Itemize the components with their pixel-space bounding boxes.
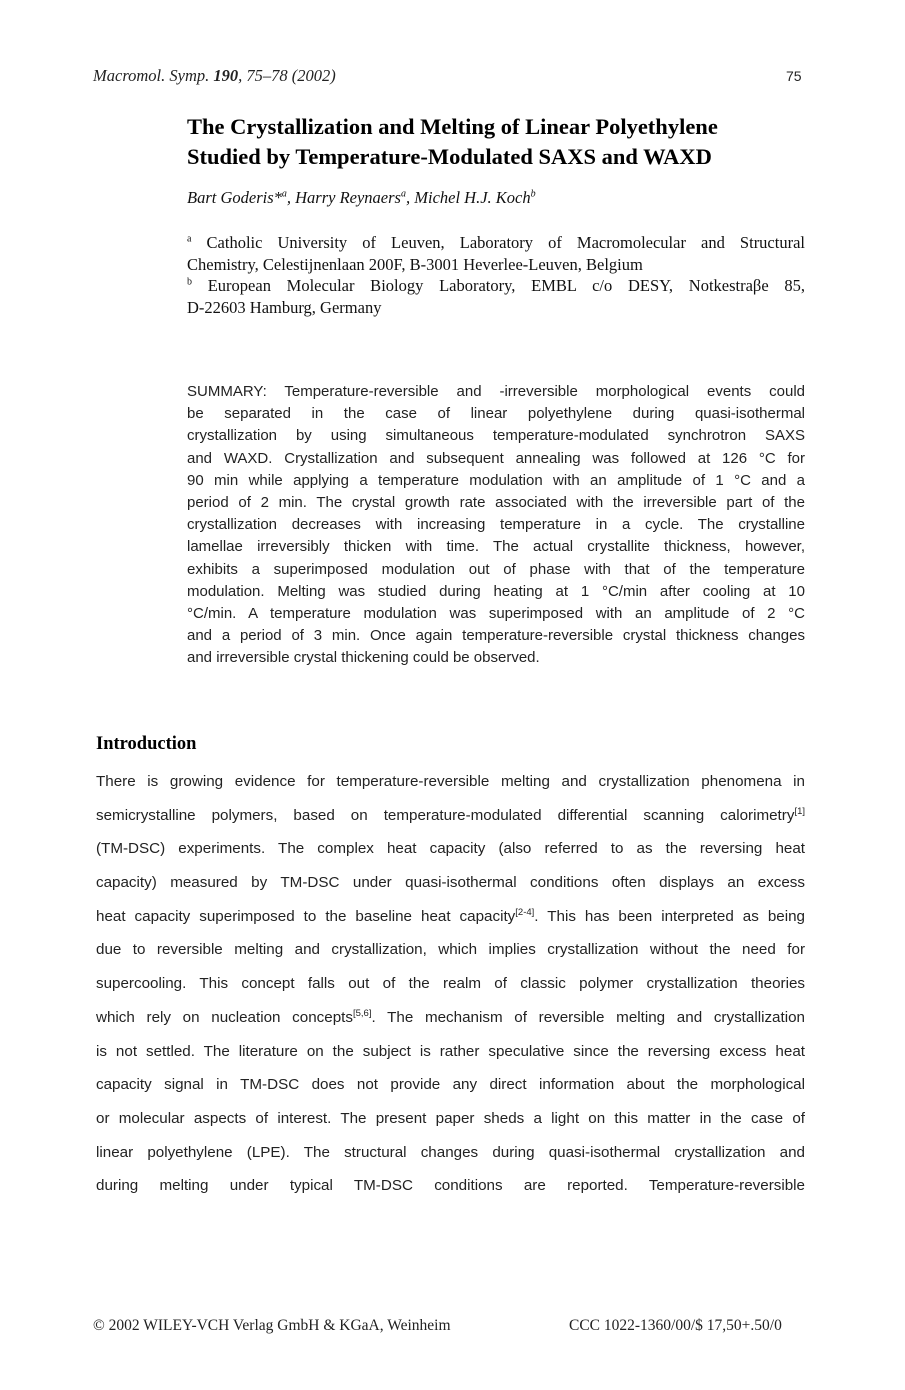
affiliation-mark: a: [187, 233, 192, 245]
author-separator: ,: [405, 188, 415, 207]
abstract-line: 90 min while applying a temperature modulation with an amplitude of 1 °C and a: [187, 471, 805, 489]
body-line: linear polyethylene (LPE). The structural changes during quasi-isothermal crystallization and: [96, 1143, 805, 1161]
abstract-line: crystallization by using simultaneous temperature-modulated synchrotron SAXS: [187, 427, 805, 445]
author-affiliation-mark: b: [530, 188, 536, 200]
body-line: due to reversible melting and crystallization, which implies crystallization without the need for: [96, 941, 805, 959]
body-line: or molecular aspects of interest. The present paper sheds a light on this matter in the case of: [96, 1109, 805, 1127]
body-line: which rely on nucleation concepts[5,6]. The mechanism of reversible melting and crystallization: [96, 1007, 805, 1026]
page-number: 75: [786, 68, 802, 84]
abstract-line: and a period of 3 min. Once again temperature-reversible crystal thickness changes: [187, 627, 805, 645]
abstract-line: and irreversible crystal thickening could be observed.: [187, 649, 540, 667]
affiliation-b-line: $^b$ European Molecular Biology Laboratory, EMBL c/o DESY, Notkestraβe 85,: [187, 276, 805, 295]
body-line: capacity) measured by TM-DSC under quasi-isothermal conditions often displays an excess: [96, 874, 805, 892]
affiliation-a-line: Chemistry, Celestijnenlaan 200F, B-3001 Heverlee-Leuven, Belgium: [187, 254, 643, 274]
journal-name: Macromol. Symp.: [93, 66, 214, 85]
citation-mark: [1]: [794, 805, 805, 817]
journal-pages-year: , 75–78 (2002): [238, 66, 336, 85]
author-list: [187, 188, 536, 208]
body-line: during melting under typical TM-DSC conditions are reported. Temperature-reversible: [96, 1177, 805, 1195]
copyright-notice: © 2002 WILEY-VCH Verlag GmbH & KGaA, Weinheim: [93, 1317, 451, 1334]
journal-citation: [93, 66, 336, 86]
body-line: (TM-DSC) experiments. The complex heat capacity (also referred to as the reversing heat: [96, 840, 805, 858]
abstract-line: and WAXD. Crystallization and subsequent annealing was followed at 126 °C for: [187, 449, 805, 467]
author-name: Michel H.J. Koch: [414, 188, 531, 207]
section-heading: Introduction: [96, 734, 197, 754]
body-line: is not settled. The literature on the subject is rather speculative since the reversing excess heat: [96, 1042, 805, 1060]
abstract-line: SUMMARY: Temperature-reversible and -irreversible morphological events could: [187, 383, 805, 400]
title-line: Studied by Temperature-Modulated SAXS and WAXD: [187, 144, 712, 169]
abstract-line: lamellae irreversibly thicken with time. The actual crystallite thickness, however,: [187, 538, 805, 556]
body-line: supercooling. This concept falls out of the realm of classic polymer crystallization theories: [96, 975, 805, 993]
abstract-line: period of 2 min. The crystal growth rate associated with the irreversible part of the: [187, 494, 805, 512]
author-separator: ,: [286, 188, 296, 207]
abstract-line: be separated in the case of linear polyethylene during quasi-isothermal: [187, 405, 805, 423]
journal-volume: 190: [213, 66, 239, 85]
affiliations: [187, 232, 805, 318]
abstract-line: crystallization decreases with increasing temperature in a cycle. The crystalline: [187, 516, 805, 534]
abstract: [187, 381, 805, 670]
body-text: [96, 768, 805, 1206]
citation-mark: [5,6]: [352, 1007, 372, 1019]
author-name: Harry Reynaers: [295, 188, 401, 207]
abstract-line: °C/min. A temperature modulation was superimposed with an amplitude of 2 °C: [187, 605, 805, 623]
ccc-code: CCC 1022-1360/00/$ 17,50+.50/0: [569, 1317, 782, 1334]
citation-mark: [2-4]: [515, 906, 535, 918]
abstract-line: modulation. Melting was studied during heating at 1 °C/min after cooling at 10: [187, 582, 805, 600]
paper-title: [187, 112, 827, 172]
affiliation-b-line: D-22603 Hamburg, Germany: [187, 297, 382, 317]
body-line: There is growing evidence for temperature-reversible melting and crystallization phenomena in: [96, 773, 805, 790]
body-line: capacity signal in TM-DSC does not provide any direct information about the morphological: [96, 1076, 805, 1094]
body-line: semicrystalline polymers, based on temperature-modulated differential scanning calorimetry[1]: [96, 805, 805, 824]
author-name: Bart Goderis*: [187, 188, 282, 207]
body-line: heat capacity superimposed to the baseline heat capacity[2-4]. This has been interpreted as being: [96, 906, 805, 925]
author-affiliation-mark: a: [281, 188, 287, 200]
abstract-line: exhibits a superimposed modulation out of phase with that of the temperature: [187, 560, 805, 578]
title-line: The Crystallization and Melting of Linear Polyethylene: [187, 114, 718, 139]
author-affiliation-mark: a: [400, 188, 406, 200]
affiliation-mark: b: [187, 276, 192, 288]
affiliation-a-line: $^a$ Catholic University of Leuven, Laboratory of Macromolecular and Structural: [187, 233, 805, 252]
